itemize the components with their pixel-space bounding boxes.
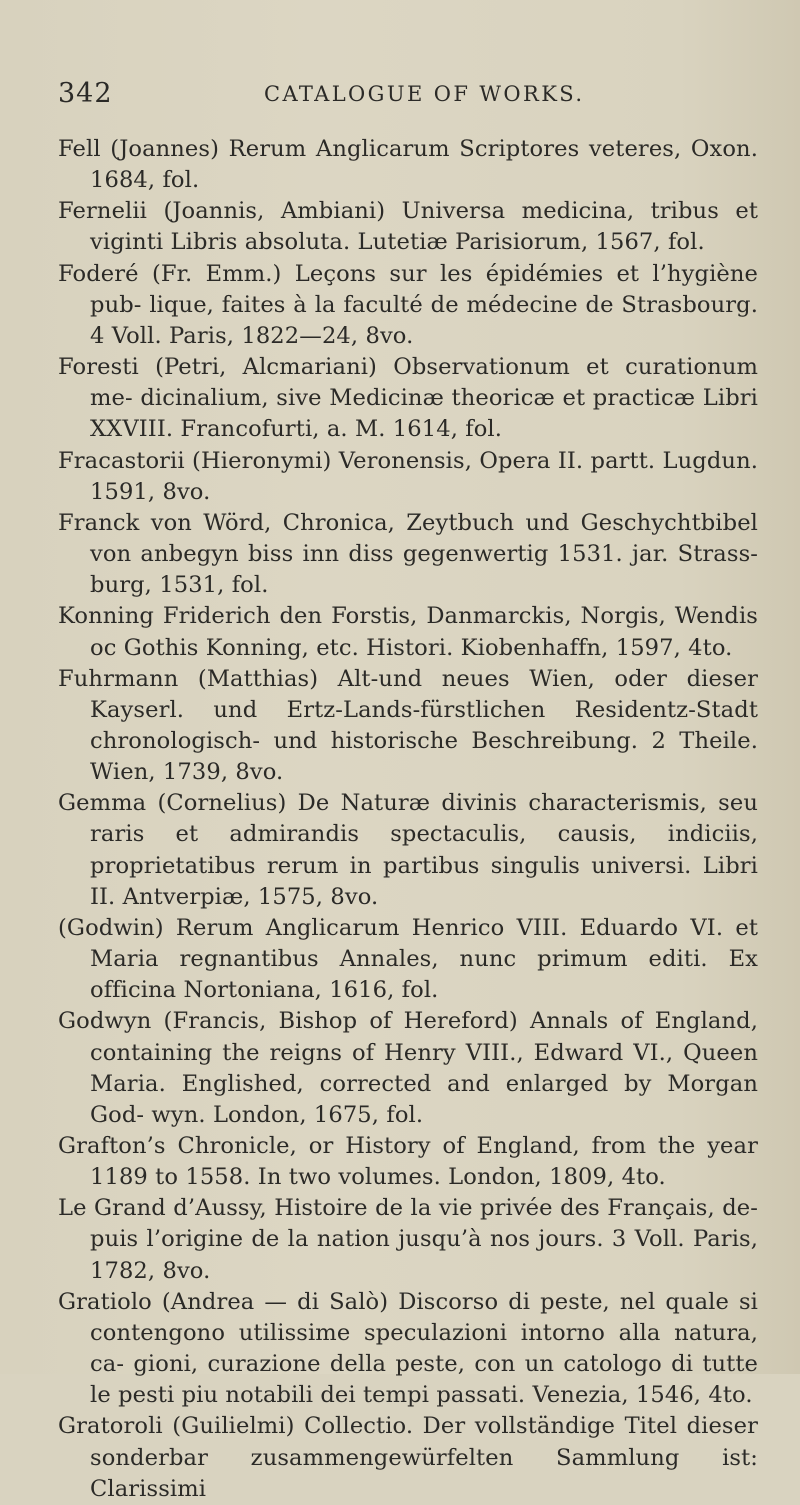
page-number: 342 [58, 78, 113, 109]
catalogue-entry: Fracastorii (Hieronymi) Veronensis, Opera II. partt. Lugdun. 1591, 8vo. [58, 447, 758, 505]
page-header [58, 78, 748, 118]
catalogue-entry: Grafton’s Chronicle, or History of England, from the year 1189 to 1558. In two volumes. London, 1809, 4to. [58, 1133, 758, 1191]
catalogue-entry: Fuhrmann (Matthias) Alt-und neues Wien, oder dieser Kayserl. und Ertz-Lands-fürstlichen Residentz-Stadt chronologisch- und historische Beschreibung. 2 Theile. Wien, 1739, 8vo. [58, 665, 758, 786]
catalogue-entries [58, 134, 758, 1505]
catalogue-entry: (Godwin) Rerum Anglicarum Henrico VIII. Eduardo VI. et Maria regnantibus Annales, nunc primum editi. Ex officina Nortoniana, 1616, fol. [58, 914, 758, 1004]
catalogue-entry: Le Grand d’Aussy, Histoire de la vie privée des Français, de- puis l’origine de la nation jusqu’à nos jours. 3 Voll. Paris, 1782, 8vo. [58, 1195, 758, 1284]
catalogue-entry: Gratoroli (Guilielmi) Collectio. Der vollständige Titel dieser sonderbar zusammengewürfelten Sammlung ist: Clarissimi [58, 1413, 758, 1502]
catalogue-entry: Gratiolo (Andrea — di Salò) Discorso di peste, nel quale si contengono utilissime speculazioni intorno alla natura, ca- gioni, curazione della peste, con un catologo di tutte le pesti piu notabili dei tempi passati. Venezia, 1546, 4to. [58, 1288, 758, 1409]
catalogue-entry: Foresti (Petri, Alcmariani) Observationum et curationum me- dicinalium, sive Medicinæ theoricæ et practicæ Libri XXVIII. Francofurti, a. M. 1614, fol. [58, 354, 758, 443]
catalogue-entry: Franck von Wörd, Chronica, Zeytbuch und Geschychtbibel von anbegyn biss inn diss gegenwertig 1531. jar. Strass- burg, 1531, fol. [58, 509, 758, 599]
catalogue-entry: Konning Friderich den Forstis, Danmarckis, Norgis, Wendis oc Gothis Konning, etc. Histori. Kiobenhaffn, 1597, 4to. [58, 603, 758, 661]
running-head: CATALOGUE OF WORKS. [264, 82, 585, 106]
catalogue-entry: Foderé (Fr. Emm.) Leçons sur les épidémies et l’hygiène pub- lique, faites à la faculté de médecine de Strasbourg. 4 Voll. Paris, 1822—24, 8vo. [58, 260, 758, 349]
catalogue-entry: Fell (Joannes) Rerum Anglicarum Scriptores veteres, Oxon. 1684, fol. [58, 136, 758, 194]
catalogue-entry: Gemma (Cornelius) De Naturæ divinis characterismis, seu raris et admirandis spectaculis, causis, indiciis, proprietatibus rerum in partibus singulis universi. Libri II. Antverpiæ, 1575, 8vo. [58, 790, 758, 910]
catalogue-entry: Godwyn (Francis, Bishop of Hereford) Annals of England, containing the reigns of Henry VIII., Edward VI., Queen Maria. Englished, corrected and enlarged by Morgan God- wyn. London, 1675, fol. [58, 1008, 758, 1128]
catalogue-entry: Fernelii (Joannis, Ambiani) Universa medicina, tribus et viginti Libris absoluta. Lutetiæ Parisiorum, 1567, fol. [58, 198, 758, 256]
